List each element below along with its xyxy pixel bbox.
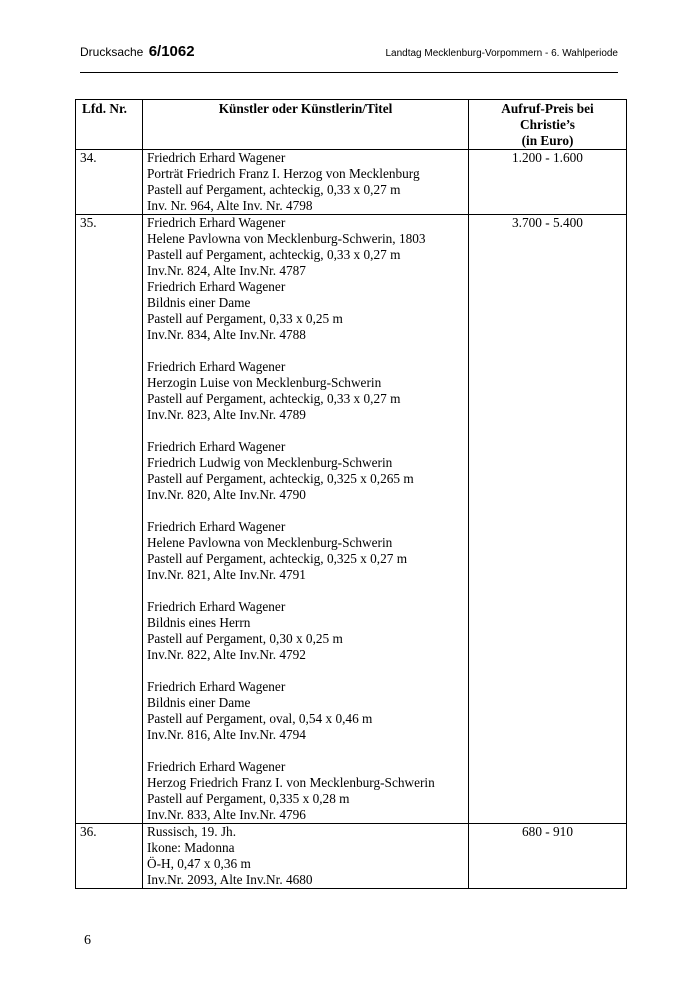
item-number: 35. xyxy=(76,215,143,824)
starting-price: 680 - 910 xyxy=(469,824,627,889)
description-line: Friedrich Erhard Wagener xyxy=(147,215,286,230)
description-line: Helene Pavlowna von Mecklenburg-Schwerin, 1803 xyxy=(147,231,426,246)
description-line: Inv.Nr. 834, Alte Inv.Nr. 4788 xyxy=(147,327,306,342)
description-spacer xyxy=(147,743,464,759)
table-row xyxy=(76,215,627,824)
description-line: Bildnis eines Herrn xyxy=(147,615,251,630)
description-line: Herzogin Luise von Mecklenburg-Schwerin xyxy=(147,375,382,390)
description-line: Pastell auf Pergament, 0,335 x 0,28 m xyxy=(147,791,350,806)
item-number: 36. xyxy=(76,824,143,889)
description-line: Ö-H, 0,47 x 0,36 m xyxy=(147,856,251,871)
column-header-number: Lfd. Nr. xyxy=(76,100,143,150)
description-line: Inv.Nr. 823, Alte Inv.Nr. 4789 xyxy=(147,407,306,422)
parliament-label: Landtag Mecklenburg-Vorpommern - 6. Wahlperiode xyxy=(385,48,618,59)
item-description xyxy=(143,150,469,215)
description-line: Friedrich Erhard Wagener xyxy=(147,359,286,374)
description-line: Inv.Nr. 816, Alte Inv.Nr. 4794 xyxy=(147,727,306,742)
table-row xyxy=(76,150,627,215)
description-line: Russisch, 19. Jh. xyxy=(147,824,237,839)
description-line: Friedrich Erhard Wagener xyxy=(147,150,286,165)
description-line: Bildnis einer Dame xyxy=(147,295,251,310)
description-line: Friedrich Erhard Wagener xyxy=(147,519,286,534)
starting-price: 1.200 - 1.600 xyxy=(469,150,627,215)
description-line: Inv.Nr. 820, Alte Inv.Nr. 4790 xyxy=(147,487,306,502)
document-label-text: Drucksache xyxy=(80,45,144,59)
column-header-price-line: Christie’s xyxy=(520,117,575,132)
description-line: Pastell auf Pergament, achteckig, 0,33 x 0,27 m xyxy=(147,247,401,262)
description-line: Bildnis einer Dame xyxy=(147,695,251,710)
description-line: Friedrich Erhard Wagener xyxy=(147,759,286,774)
description-spacer xyxy=(147,423,464,439)
description-line: Pastell auf Pergament, oval, 0,54 x 0,46 m xyxy=(147,711,373,726)
page-number: 6 xyxy=(84,933,91,948)
description-line: Friedrich Erhard Wagener xyxy=(147,439,286,454)
auction-items-table xyxy=(75,99,627,889)
description-line: Inv. Nr. 964, Alte Inv. Nr. 4798 xyxy=(147,198,313,213)
column-header-price-line: Aufruf-Preis bei xyxy=(501,101,594,116)
description-line: Pastell auf Pergament, achteckig, 0,33 x 0,27 m xyxy=(147,391,401,406)
description-line: Inv.Nr. 833, Alte Inv.Nr. 4796 xyxy=(147,807,306,822)
starting-price: 3.700 - 5.400 xyxy=(469,215,627,824)
description-line: Friedrich Erhard Wagener xyxy=(147,599,286,614)
description-line: Pastell auf Pergament, achteckig, 0,33 x 0,27 m xyxy=(147,182,401,197)
description-line: Inv.Nr. 2093, Alte Inv.Nr. 4680 xyxy=(147,872,313,887)
description-line: Porträt Friedrich Franz I. Herzog von Mecklenburg xyxy=(147,166,420,181)
column-header-price xyxy=(469,100,627,150)
description-line: Pastell auf Pergament, achteckig, 0,325 x 0,27 m xyxy=(147,551,408,566)
description-line: Inv.Nr. 822, Alte Inv.Nr. 4792 xyxy=(147,647,306,662)
description-line: Pastell auf Pergament, achteckig, 0,325 x 0,265 m xyxy=(147,471,414,486)
description-spacer xyxy=(147,503,464,519)
description-spacer xyxy=(147,663,464,679)
document-number: 6/1062 xyxy=(148,43,195,60)
description-line: Friedrich Ludwig von Mecklenburg-Schwerin xyxy=(147,455,393,470)
header-divider xyxy=(80,72,618,73)
page-header xyxy=(80,40,618,64)
description-line: Pastell auf Pergament, 0,33 x 0,25 m xyxy=(147,311,343,326)
description-line: Friedrich Erhard Wagener xyxy=(147,279,286,294)
item-description xyxy=(143,215,469,824)
description-spacer xyxy=(147,343,464,359)
column-header-title: Künstler oder Künstlerin/Titel xyxy=(143,100,469,150)
item-description xyxy=(143,824,469,889)
description-line: Inv.Nr. 821, Alte Inv.Nr. 4791 xyxy=(147,567,306,582)
description-line: Herzog Friedrich Franz I. von Mecklenburg-Schwerin xyxy=(147,775,435,790)
description-line: Ikone: Madonna xyxy=(147,840,235,855)
description-line: Helene Pavlowna von Mecklenburg-Schwerin xyxy=(147,535,393,550)
item-number: 34. xyxy=(76,150,143,215)
table-header-row xyxy=(76,100,627,150)
document-label xyxy=(80,43,195,60)
description-line: Friedrich Erhard Wagener xyxy=(147,679,286,694)
column-header-price-line: (in Euro) xyxy=(521,133,574,148)
table-row xyxy=(76,824,627,889)
description-line: Inv.Nr. 824, Alte Inv.Nr. 4787 xyxy=(147,263,306,278)
description-spacer xyxy=(147,583,464,599)
description-line: Pastell auf Pergament, 0,30 x 0,25 m xyxy=(147,631,343,646)
